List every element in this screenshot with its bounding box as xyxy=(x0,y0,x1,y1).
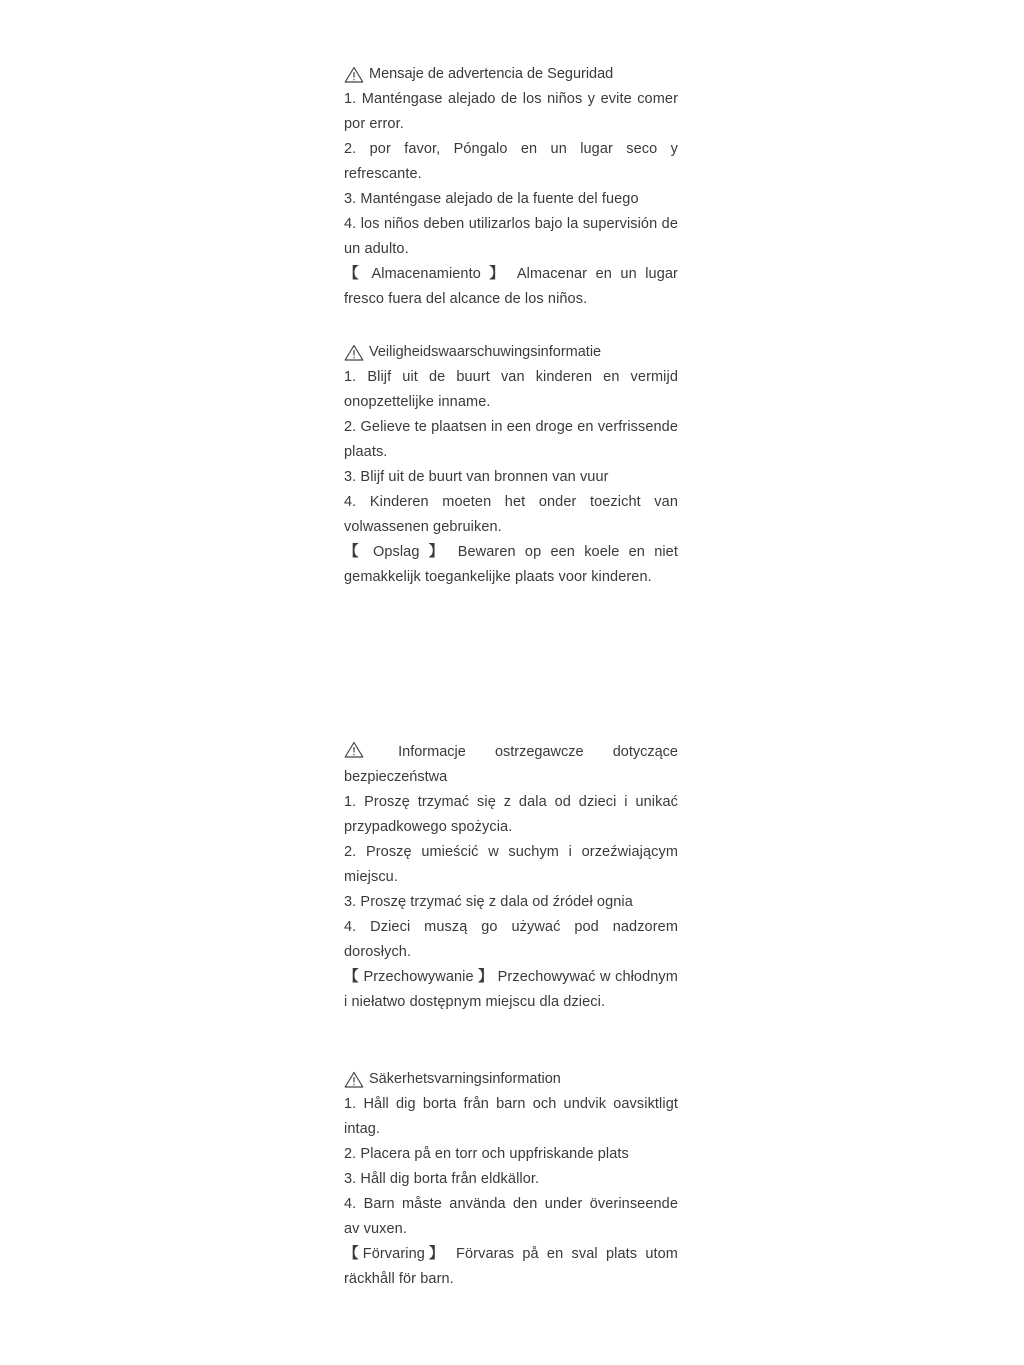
storage-text: Förvaras på en sval plats utom räckhåll för barn. xyxy=(344,1246,678,1287)
section-polish xyxy=(344,740,678,1015)
heading-text: Veiligheidswaarschuwingsinformatie xyxy=(369,344,602,360)
list-item: 3. Blijf uit de buurt van bronnen van vuur xyxy=(344,469,609,485)
section-heading xyxy=(344,740,678,790)
storage-note: 【 Opslag 】 Bewaren op een koele en niet gemakkelijk toegankelijke plaats voor kinderen. xyxy=(344,544,678,585)
storage-note: 【Förvaring】 Förvaras på en sval plats utom räckhåll för barn. xyxy=(344,1246,678,1287)
warning-triangle-icon xyxy=(344,741,364,758)
storage-label: Förvaring xyxy=(362,1246,425,1262)
list-item: 1. Håll dig borta från barn och undvik oavsiktligt intag. xyxy=(344,1096,678,1137)
storage-label: Almacenamiento xyxy=(371,266,481,282)
storage-text: Almacenar en un lugar fresco fuera del alcance de los niños. xyxy=(344,266,678,307)
list-item: 2. por favor, Póngalo en un lugar seco y refrescante. xyxy=(344,141,678,182)
storage-label: Opslag xyxy=(372,544,420,560)
storage-note: 【 Przechowywanie 】 Przechowywać w chłodnym i niełatwo dostępnym miejscu dla dzieci. xyxy=(344,969,678,1010)
section-dutch xyxy=(344,340,678,590)
warning-triangle-icon xyxy=(344,1071,364,1088)
storage-text: Bewaren op een koele en niet gemakkelijk toegankelijke plaats voor kinderen. xyxy=(344,544,678,585)
list-item: 4. Dzieci muszą go używać pod nadzorem dorosłych. xyxy=(344,919,678,960)
section-heading xyxy=(344,62,678,87)
section-heading xyxy=(344,340,678,365)
list-item: 3. Proszę trzymać się z dala od źródeł ognia xyxy=(344,894,633,910)
section-spanish xyxy=(344,62,678,312)
heading-text: Mensaje de advertencia de Seguridad xyxy=(369,66,614,82)
list-item: 4. Barn måste använda den under överinseende av vuxen. xyxy=(344,1196,678,1237)
list-item: 4. Kinderen moeten het onder toezicht van volwassenen gebruiken. xyxy=(344,494,678,535)
list-item: 1. Proszę trzymać się z dala od dzieci i unikać przypadkowego spożycia. xyxy=(344,794,678,835)
storage-text: Przechowywać w chłodnym i niełatwo dostępnym miejscu dla dzieci. xyxy=(344,969,678,1010)
heading-text: Säkerhetsvarningsinformation xyxy=(369,1071,561,1087)
list-item: 1. Blijf uit de buurt van kinderen en vermijd onopzettelijke inname. xyxy=(344,369,678,410)
section-swedish xyxy=(344,1067,678,1292)
storage-label: Przechowywanie xyxy=(363,969,474,985)
list-item: 3. Håll dig borta från eldkällor. xyxy=(344,1171,540,1187)
storage-note: 【 Almacenamiento 】 Almacenar en un lugar fresco fuera del alcance de los niños. xyxy=(344,266,678,307)
warning-triangle-icon xyxy=(344,344,364,361)
list-item: 2. Placera på en torr och uppfriskande plats xyxy=(344,1146,629,1162)
heading-text: Informacje ostrzegawcze dotyczące bezpieczeństwa xyxy=(344,744,678,785)
list-item: 2. Gelieve te plaatsen in een droge en verfrissende plaats. xyxy=(344,419,678,460)
list-item: 1. Manténgase alejado de los niños y evite comer por error. xyxy=(344,91,678,132)
list-item: 3. Manténgase alejado de la fuente del fuego xyxy=(344,191,639,207)
list-item: 2. Proszę umieścić w suchym i orzeźwiającym miejscu. xyxy=(344,844,678,885)
section-heading xyxy=(344,1067,678,1092)
warning-triangle-icon xyxy=(344,66,364,83)
list-item: 4. los niños deben utilizarlos bajo la supervisión de un adulto. xyxy=(344,216,678,257)
